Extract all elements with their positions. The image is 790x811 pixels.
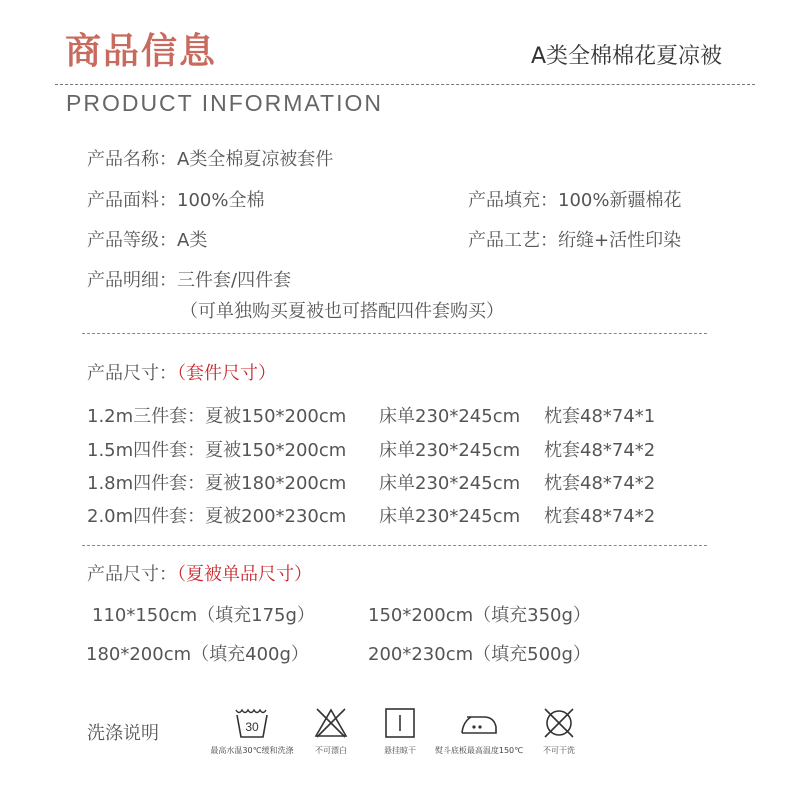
washing-label: 洗涤说明	[87, 723, 159, 744]
header-divider	[55, 84, 755, 85]
set-size-sheet: 床单230*245cm	[379, 506, 521, 527]
single-size-item: 150*200cm（填充350g）	[368, 605, 591, 626]
single-size-label-red: （夏被单品尺寸）	[177, 564, 312, 585]
care-caption: 熨斗底板最高温度150℃	[434, 746, 524, 755]
set-size-label: 产品尺寸：	[87, 363, 177, 384]
care-caption: 不可干洗	[543, 746, 575, 755]
iron-150-icon	[459, 706, 499, 740]
wash-temperature: 30	[245, 720, 259, 734]
info-grade: 产品等级：A类	[87, 230, 208, 251]
set-size-sheet: 床单230*245cm	[379, 473, 521, 494]
set-size-label-red: （套件尺寸）	[177, 363, 276, 384]
info-filling: 产品填充：100%新疆棉花	[468, 190, 682, 211]
no-bleach-icon	[313, 706, 349, 740]
set-size-quilt: 夏被150*200cm	[205, 440, 347, 461]
info-detail: 产品明细：三件套/四件套	[87, 270, 292, 291]
set-size-row	[87, 505, 656, 529]
set-size-set: 1.2m三件套：	[87, 406, 206, 427]
set-size-pillow: 枕套48*74*2	[544, 506, 656, 527]
info-note: （可单独购买夏被也可搭配四件套购买）	[180, 301, 504, 322]
set-size-quilt: 夏被180*200cm	[205, 473, 347, 494]
hang-dry-icon	[383, 706, 417, 740]
set-size-row	[87, 472, 656, 496]
set-size-sheet: 床单230*245cm	[379, 440, 521, 461]
set-size-sheet: 床单230*245cm	[379, 406, 521, 427]
section-divider	[82, 545, 707, 546]
wash-30-icon	[234, 706, 270, 740]
care-caption: 最高水温30℃缓和洗涤	[210, 746, 294, 755]
care-caption: 不可漂白	[315, 746, 347, 755]
info-name: 产品名称：A类全棉夏凉被套件	[87, 149, 334, 170]
set-size-quilt: 夏被150*200cm	[205, 406, 347, 427]
set-size-row	[87, 405, 656, 429]
section-divider	[82, 333, 707, 334]
info-craft: 产品工艺：绗缝+活性印染	[468, 230, 682, 251]
set-size-heading	[87, 362, 276, 386]
no-dry-clean-icon	[541, 706, 577, 740]
product-name: A类全棉棉花夏凉被	[530, 44, 722, 69]
care-caption: 悬挂晾干	[384, 746, 416, 755]
page-subtitle-en: PRODUCT INFORMATION	[66, 90, 383, 116]
single-size-item: 110*150cm（填充175g）	[92, 605, 315, 626]
single-size-heading	[87, 563, 312, 587]
single-size-item: 180*200cm（填充400g）	[86, 644, 309, 665]
set-size-set: 2.0m四件套：	[87, 506, 206, 527]
set-size-pillow: 枕套48*74*1	[544, 406, 656, 427]
set-size-set: 1.8m四件套：	[87, 473, 206, 494]
care-item	[509, 706, 609, 756]
page-title: 商品信息	[65, 31, 218, 72]
set-size-quilt: 夏被200*230cm	[205, 506, 347, 527]
single-size-label: 产品尺寸：	[87, 564, 177, 585]
set-size-set: 1.5m四件套：	[87, 440, 206, 461]
set-size-pillow: 枕套48*74*2	[544, 440, 656, 461]
single-size-item: 200*230cm（填充500g）	[368, 644, 591, 665]
set-size-row	[87, 439, 656, 463]
info-fabric: 产品面料：100%全棉	[87, 190, 265, 211]
set-size-pillow: 枕套48*74*2	[544, 473, 656, 494]
